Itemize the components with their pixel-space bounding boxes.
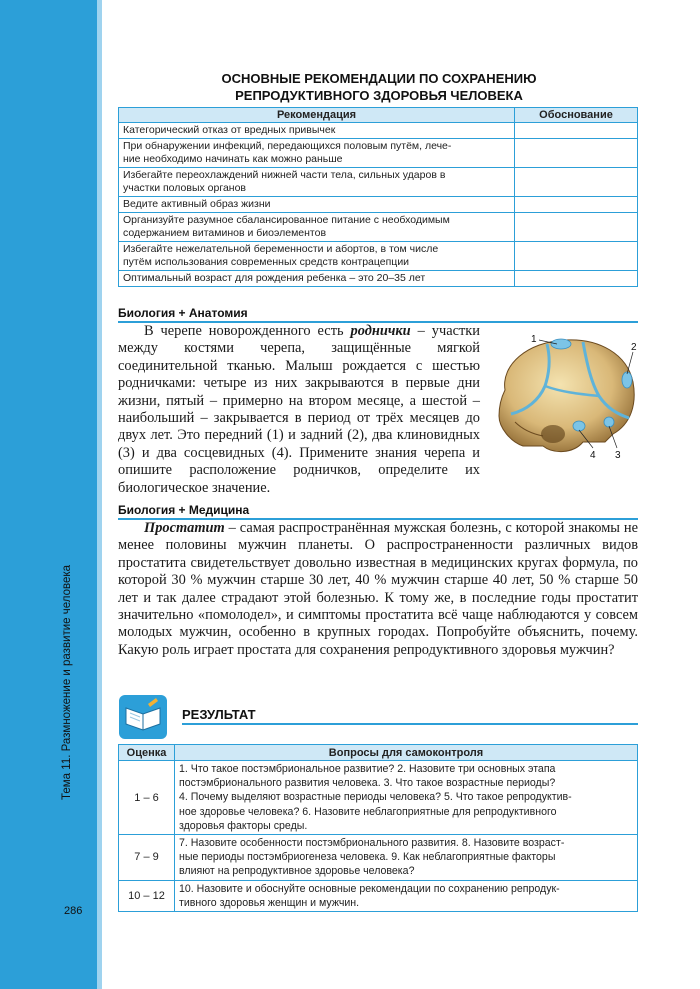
newborn-skull-figure [487,330,639,460]
figure-label: 1 [531,334,537,345]
recommendations-table [118,107,638,287]
table-row: Оптимальный возраст для рождения ребенка – это 20–35 лет [119,271,638,287]
figure-label: 4 [590,450,596,460]
section-heading-anatomy: Биология + Анатомия [118,305,638,323]
page-number: 286 [64,905,83,917]
self-check-table [118,744,638,912]
table-header: Рекомендация [119,108,515,123]
table-header: Оценка [119,745,175,761]
table-row: Ведите активный образ жизни [119,197,638,213]
chapter-title: Тема 11. Размножение и развитие человека [61,564,73,800]
table-row: Категорический отказ от вредных привычек [119,123,638,139]
medicine-paragraph: Простатит – самая распространённая мужская болезнь, с которой знакомы не менее половины мужчин планеты. О распространенности различных видов простатита свидетельствует довольно известная в медицинских кругах формула, по которой 30 % мужчин старше 30 лет, 40 % мужчин старше 40 лет, 50 % старше 50 лет и так далее страдают этой болезнью. К тому же, в последние годы простатит значительно «помолодел», и симптомы простатита всё чаще наблюдаются у совсем молодых мужчин, особенно в крупных городах. Попробуйте объяснить, почему. Какую роль играет простата для сохранения репродуктивного здоровья мужчин? [118,520,638,658]
table-row: 10 – 12 10. Назовите и обоснуйте основные рекомендации по сохранению репродук- тивного здоровья женщин и мужчин. [119,880,638,911]
result-book-icon [118,694,168,740]
figure-label: 3 [615,450,621,460]
result-heading: РЕЗУЛЬТАТ [182,706,638,725]
term-fontanelles: роднички [350,323,411,339]
side-band [0,0,97,989]
table-header: Обоснование [515,108,638,123]
side-strip [97,0,102,989]
section-heading-medicine: Биология + Медицина [118,502,638,520]
table-row: Организуйте разумное сбалансированное питание с необходимым содержанием витаминов и биоэлементов [119,213,638,242]
table-row: 7 – 9 7. Назовите особенности постэмбрионального развития. 8. Назовите возраст- ные периоды постэмбриогенеза человека. 9. Как неблагоприятные факторы влияют на репродуктивное здоровье человека? [119,835,638,881]
anatomy-paragraph-wrap: В черепе новорожденного есть роднички – участки между костями черепа, защищённые мягкой соединительной тканью. Малыш рождается с шестью родничками: четыре из них закрываются в первые дни жизни, пятый – примерно на втором месяце, а шестой – наибольший – закрывается в период от трёх месяцев до двух лет. Это передний (1) и задний (2), два клиновидных (3) и два сосцевидных (4). Примените знания черепа и опишите расположение родничков, определите их биологическое значение. [118,323,480,496]
anatomy-text: – участки между костями черепа, защищённые мягкой соединительной тканью. Малыш рождается с шестью родничками: четыре из них закрываются в первые дни жизни, пятый – примерно на втором месяце, а шестой – наибольший – закрывается в период от трёх месяцев до двух лет. Это передний (1) и задний (2), два клиновидных (3) и два сосцевидных (4). Примените знания черепа и опишите расположение родничков, определите их биологическое значение. [118,323,480,496]
table-header: Вопросы для самоконтроля [175,745,638,761]
table-row: 1 – 6 1. Что такое постэмбриональное развитие? 2. Назовите три основных этапа постэмбрионального развития человека. 3. Что такое возрастные периоды? 4. Почему выделяют возрастные периоды человека? 5. Что такое репродуктив- ное здоровье человека? 6. Назовите неблагоприятные для репродуктивного здоровья факторы среды. [119,761,638,835]
term-prostatitis: Простатит [144,520,225,536]
table-row: Избегайте нежелательной беременности и абортов, в том числе путём использования современных средств контрацепции [119,242,638,271]
table-row: При обнаружении инфекций, передающихся половым путём, лече- ние необходимо начинать как можно раньше [119,139,638,168]
table-row: Избегайте переохлаждений нижней части тела, сильных ударов в участки половых органов [119,168,638,197]
page-title: ОСНОВНЫЕ РЕКОМЕНДАЦИИ ПО СОХРАНЕНИЮ РЕПРОДУКТИВНОГО ЗДОРОВЬЯ ЧЕЛОВЕКА [221,71,537,103]
figure-label: 2 [631,342,637,353]
